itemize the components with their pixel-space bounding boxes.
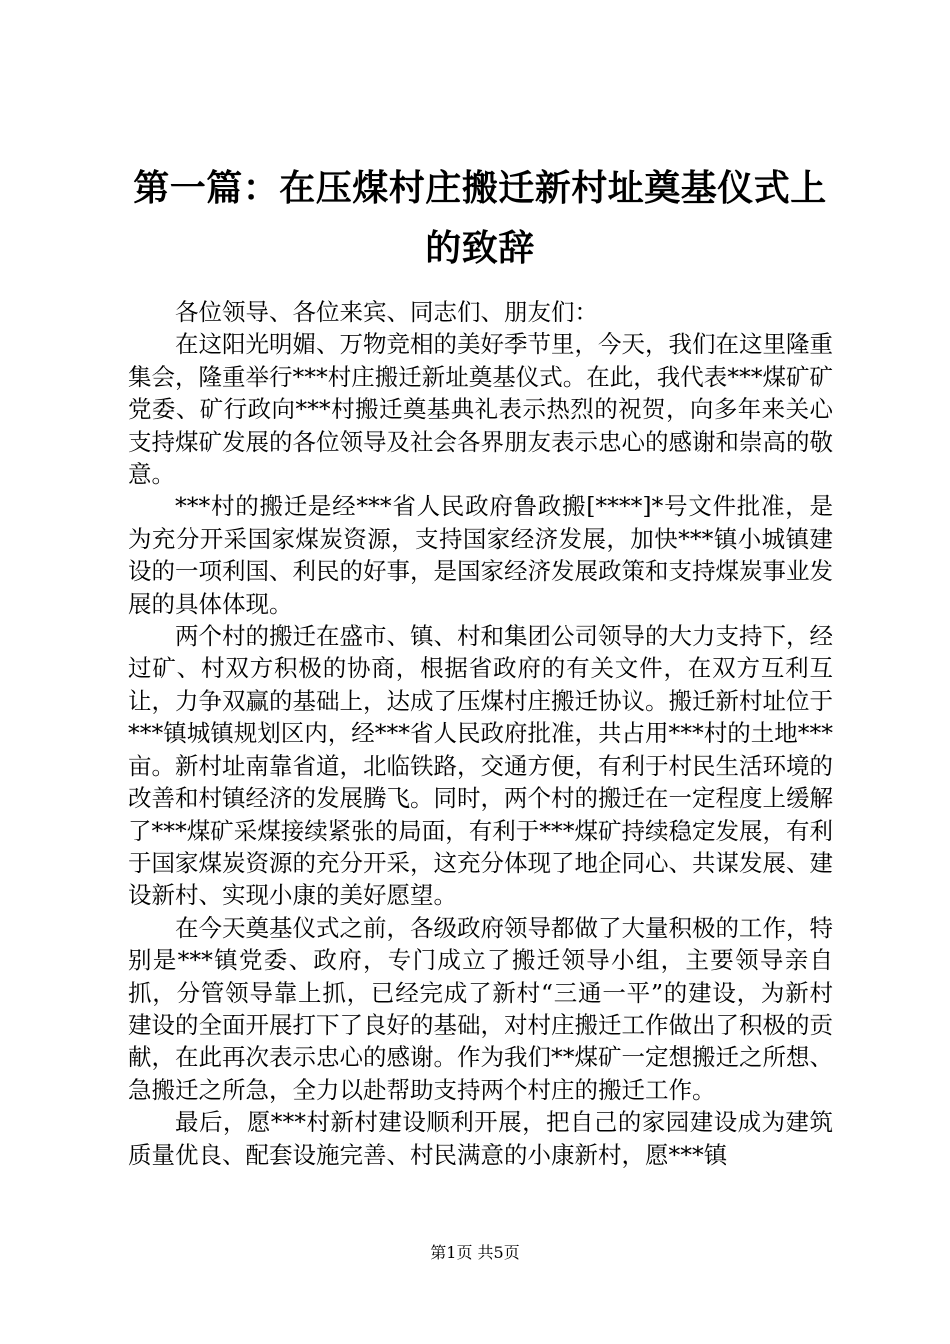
page-footer bbox=[0, 1243, 950, 1263]
body-paragraph: 两个村的搬迁在盛市、镇、村和集团公司领导的大力支持下，经过矿、村双方积极的协商，根据省政府的有关文件，在双方互利互让，力争双赢的基础上，达成了压煤村庄搬迁协议。搬迁新村址位于***镇城镇规划区内，经***省人民政府批准，共占用***村的土地***亩。新村址南靠省道，北临铁路，交通方便，有利于村民生活环境的改善和村镇经济的发展腾飞。同时，两个村的搬迁在一定程度上缓解了***煤矿采煤接续紧张的局面，有利于***煤矿持续稳定发展，有利于国家煤炭资源的充分开采，这充分体现了地企同心、共谋发展、建设新村、实现小康的美好愿望。 bbox=[128, 622, 833, 910]
body-paragraph: 在今天奠基仪式之前，各级政府领导都做了大量积极的工作，特别是***镇党委、政府，专门成立了搬迁领导小组，主要领导亲自抓，分管领导靠上抓，已经完成了新村“三通一平”的建设，为新村建设的全面开展打下了良好的基础，对村庄搬迁工作做出了积极的贡献，在此再次表示忠心的感谢。作为我们**煤矿一定想搬迁之所想、急搬迁之所急，全力以赴帮助支持两个村庄的搬迁工作。 bbox=[128, 913, 833, 1104]
body-paragraph: 在这阳光明媚、万物竞相的美好季节里，今天，我们在这里隆重集会，隆重举行***村庄搬迁新址奠基仪式。在此，我代表***煤矿矿党委、矿行政向***村搬迁奠基典礼表示热烈的祝贺，向多年来关心支持煤矿发展的各位领导及社会各界朋友表示忠心的感谢和崇高的敬意。 bbox=[128, 330, 833, 489]
greeting-paragraph: 各位领导、各位来宾、同志们、朋友们： bbox=[175, 298, 598, 326]
body-paragraph: 最后，愿***村新村建设顺利开展，把自己的家园建设成为建筑质量优良、配套设施完善、村民满意的小康新村，愿***镇 bbox=[128, 1108, 833, 1169]
page-indicator: 第1页 共5页 bbox=[430, 1243, 520, 1262]
body-paragraph: ***村的搬迁是经***省人民政府鲁政搬[****]*号文件批准，是为充分开采国家煤炭资源，支持国家经济发展，加快***镇小城镇建设的一项利国、利民的好事，是国家经济发展政策和支持煤炭事业发展的具体体现。 bbox=[128, 492, 833, 618]
document-body bbox=[128, 296, 833, 1171]
document-title: 第一篇：在压煤村庄搬迁新村址奠基仪式上的致辞 bbox=[133, 167, 827, 269]
